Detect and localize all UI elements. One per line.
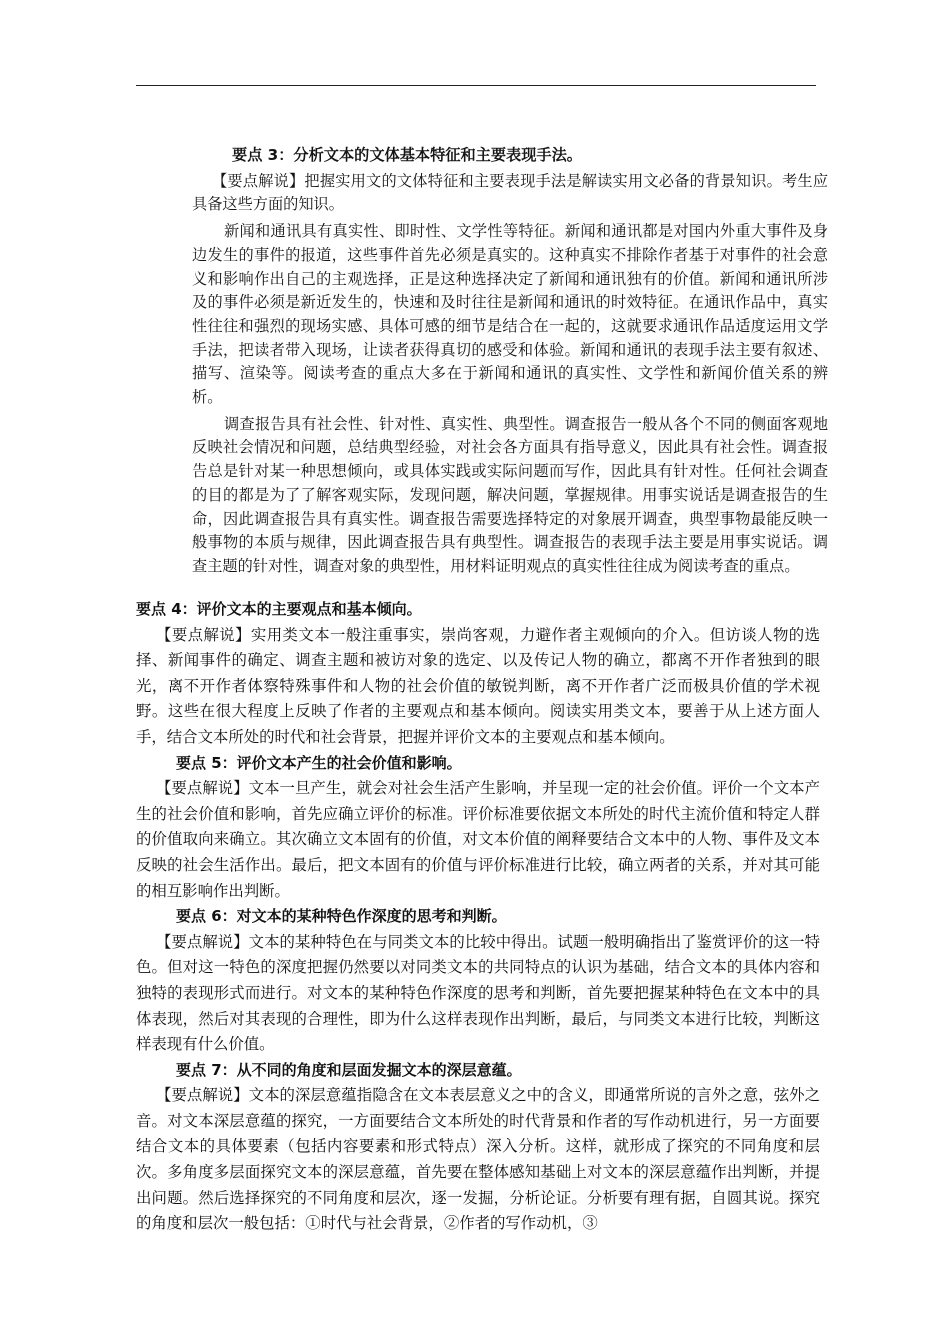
section-3-scanned-block [192, 144, 828, 579]
section-4-text: 【要点解说】实用类文本一般注重事实，崇尚客观，力避作者主观倾向的介入。但访谈人物的选择、新闻事件的确定、调查主题和被访对象的选定、以及传记人物的确立，都离不开作者独到的眼光，离不开作者体察特殊事件和人物的社会价值的敏锐判断，离不开作者广泛而极具价值的学术视野。这些在很大程度上反映了作者的主要观点和基本倾向。阅读实用类文本，要善于从上述方面人手，结合文本所处的时代和社会背景，把握并评价文本的主要观点和基本倾向。 [136, 625, 820, 746]
section-5-heading: 要点 5：评价文本产生的社会价值和影响。 [176, 753, 462, 772]
header-rule [136, 85, 816, 86]
section-5-text: 【要点解说】文本一旦产生，就会对社会生活产生影响，并呈现一定的社会价值。评价一个文本产生的社会价值和影响，首先应确立评价的标准。评价标准要依据文本所处的时代主流价值和特定人群的价值取向来确立。其次确立文本固有的价值，对文本价值的阐释要结合文本中的人物、事件及文本反映的社会生活作出。最后，把文本固有的价值与评价标准进行比较，确立两者的关系，并对其可能的相互影响作出判断。 [136, 779, 820, 900]
document-body [136, 597, 820, 1237]
section-3-explanation: 【要点解说】把握实用文的文体特征和主要表现手法是解读实用文必备的背景知识。考生应具备这些方面的知识。 [192, 171, 828, 214]
section-6-heading: 要点 6：对文本的某种特色作深度的思考和判断。 [176, 907, 507, 926]
section-7-text: 【要点解说】文本的深层意蕴指隐含在文本表层意义之中的含义，即通常所说的言外之意，弦外之音。对文本深层意蕴的探究，一方面要结合文本所处的时代背景和作者的写作动机进行，另一方面要结合文本的具体要素（包括内容要素和形式特点）深入分析。这样，就形成了探究的不同角度和层次。多角度多层面探究文本的深层意蕴，首先要在整体感知基础上对文本的深层意蕴作出判断，并提出问题。然后选择探究的不同角度和层次，逐一发掘，分析论证。分析要有理有据，自圆其说。探究的角度和层次一般包括：①时代与社会背景，②作者的写作动机，③ [136, 1086, 820, 1233]
section-5 [136, 751, 820, 905]
section-3-heading: 要点 3：分析文本的文体基本特征和主要表现手法。 [232, 146, 582, 164]
section-4 [136, 597, 820, 751]
section-7 [136, 1058, 820, 1237]
section-7-heading: 要点 7：从不同的角度和层面发掘文本的深层意蕴。 [176, 1060, 522, 1079]
section-6 [136, 904, 820, 1058]
section-6-text: 【要点解说】文本的某种特色在与同类文本的比较中得出。试题一般明确指出了鉴赏评价的这一特色。但对这一特色的深度把握仍然要以对同类文本的共同特点的认识为基础，结合文本的具体内容和独特的表现形式而进行。对文本的某种特色作深度的思考和判断，首先要把握某种特色在文本中的具体表现，然后对其表现的合理性，即为什么这样表现作出判断，最后，与同类文本进行比较，判断这样表现有什么价值。 [136, 932, 820, 1054]
section-3-news-paragraph: 新闻和通讯具有真实性、即时性、文学性等特征。新闻和通讯都是对国内外重大事件及身边发生的事件的报道，这些事件首先必须是真实的。这种真实不排除作者基于对事件的社会意义和影响作出自己的主观选择，正是这种选择决定了新闻和通讯独有的价值。新闻和通讯所涉及的事件必须是新近发生的，快速和及时往往是新闻和通讯的时效特征。在通讯作品中，真实性往往和强烈的现场实感、具体可感的细节是结合在一起的，这就要求通讯作品适度运用文学手法，把读者带入现场，让读者获得真切的感受和体验。新闻和通讯的表现手法主要有叙述、描写、渲染等。阅读考查的重点大多在于新闻和通讯的真实性、文学性和新闻价值关系的辨析。 [192, 222, 828, 407]
section-4-heading: 要点 4：评价文本的主要观点和基本倾向。 [136, 600, 422, 618]
section-3-report-paragraph: 调查报告具有社会性、针对性、真实性、典型性。调查报告一般从各个不同的侧面客观地反映社会情况和问题，总结典型经验，对社会各方面具有指导意义，因此具有社会性。调查报告总是针对某一种思想倾向，或具体实践或实际问题而写作，因此具有针对性。任何社会调查的目的都是为了了解客观实际，发现问题，解决问题，掌握规律。用事实说话是调查报告的生命，因此调查报告具有真实性。调查报告需要选择特定的对象展开调查，典型事物最能反映一般事物的本质与规律，因此调查报告具有典型性。调查报告的表现手法主要是用事实说话。调查主题的针对性，调查对象的典型性，用材料证明观点的真实性往往成为阅读考查的重点。 [192, 414, 828, 575]
